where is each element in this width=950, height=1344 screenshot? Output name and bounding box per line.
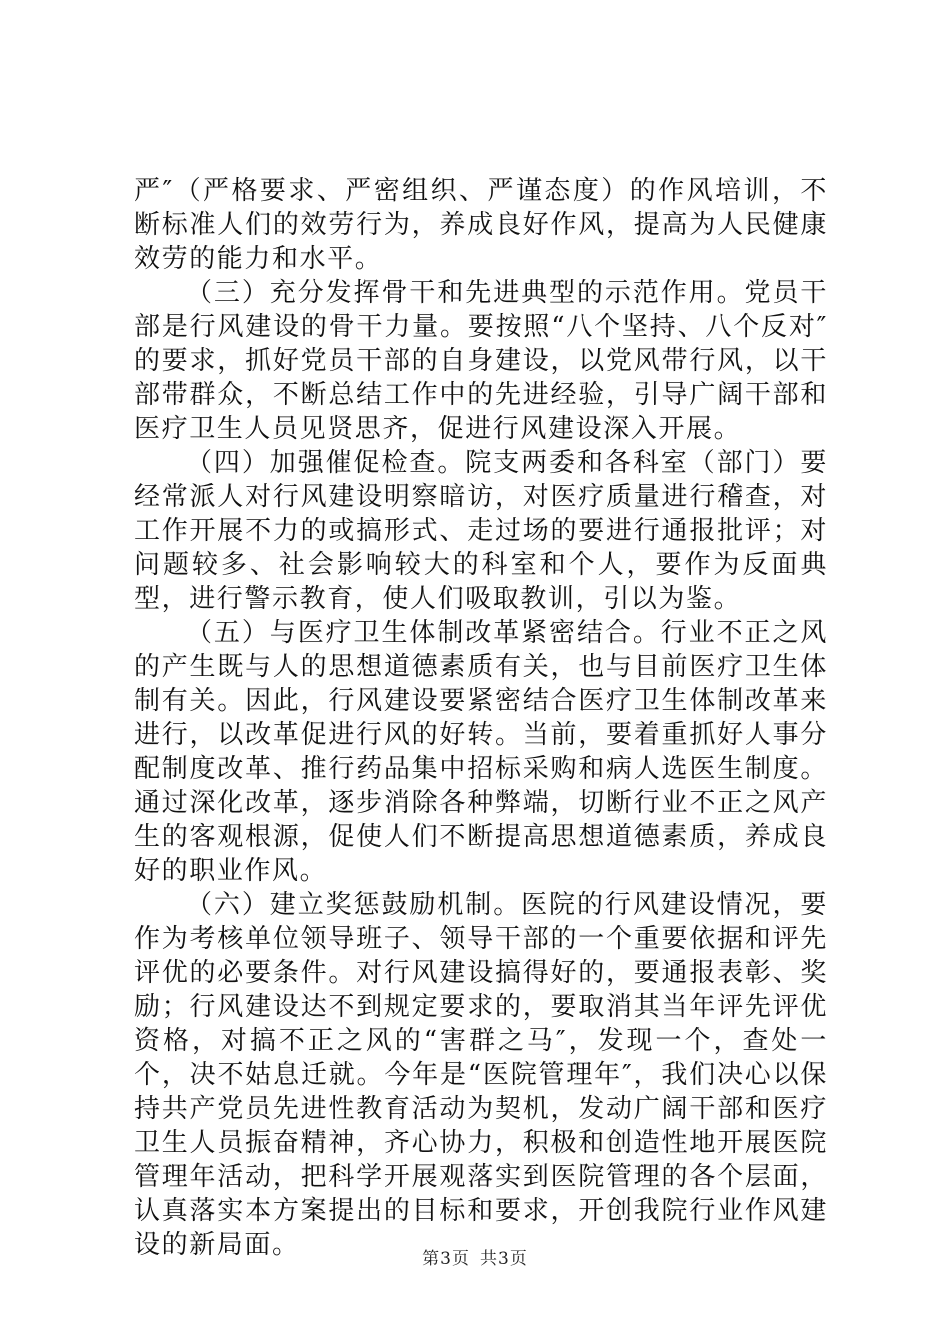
paragraph-section-6: （六）建立奖惩鼓励机制。医院的行风建设情况，要作为考核单位领导班子、领导干部的一个重要依据和评先评优的必要条件。对行风建设搞得好的，要通报表彰、奖励；行风建设达不到规定要求的，要取消其当年评先评优资格，对搞不正之风的“害群之马″，发现一个，查处一个，决不姑息迁就。今年是“医院管理年″，我们决心以保持共产党员先进性教育活动为契机，发动广阔干部和医疗卫生人员振奋精神，齐心协力，积极和创造性地开展医院管理年活动，把科学开展观落实到医院管理的各个层面，认真落实本方案提出的目标和要求，开创我院行业作风建设的新局面。 <box>134 890 828 1260</box>
page-footer <box>0 1244 950 1269</box>
page-total: 共3页 <box>480 1249 528 1269</box>
paragraph-section-5: （五）与医疗卫生体制改革紧密结合。行业不正之风的产生既与人的思想道德素质有关，也与目前医疗卫生体制有关。因此，行风建设要紧密结合医疗卫生体制改革来进行，以改革促进行风的好转。当前，要着重抓好人事分配制度改革、推行药品集中招标采购和病人选医生制度。通过深化改革，逐步消除各种弊端，切断行业不正之风产生的客观根源，促使人们不断提高思想道德素质，养成良好的职业作风。 <box>134 618 828 886</box>
page-number: 第3页 <box>422 1249 470 1269</box>
document-body <box>134 174 828 1262</box>
paragraph-section-4: （四）加强催促检查。院支两委和各科室（部门）要经常派人对行风建设明察暗访，对医疗质量进行稽查，对工作开展不力的或搞形式、走过场的要进行通报批评；对问题较多、社会影响较大的科室和个人，要作为反面典型，进行警示教育，使人们吸取教训，引以为鉴。 <box>134 448 828 614</box>
paragraph-section-3: （三）充分发挥骨干和先进典型的示范作用。党员干部是行风建设的骨干力量。要按照“八个坚持、八个反对″的要求，抓好党员干部的自身建设，以党风带行风，以干部带群众，不断总结工作中的先进经验，引导广阔干部和医疗卫生人员见贤思齐，促进行风建设深入开展。 <box>134 278 828 444</box>
paragraph-continuation: 严″（严格要求、严密组织、严谨态度）的作风培训，不断标准人们的效劳行为，养成良好作风，提高为人民健康效劳的能力和水平。 <box>134 176 828 274</box>
